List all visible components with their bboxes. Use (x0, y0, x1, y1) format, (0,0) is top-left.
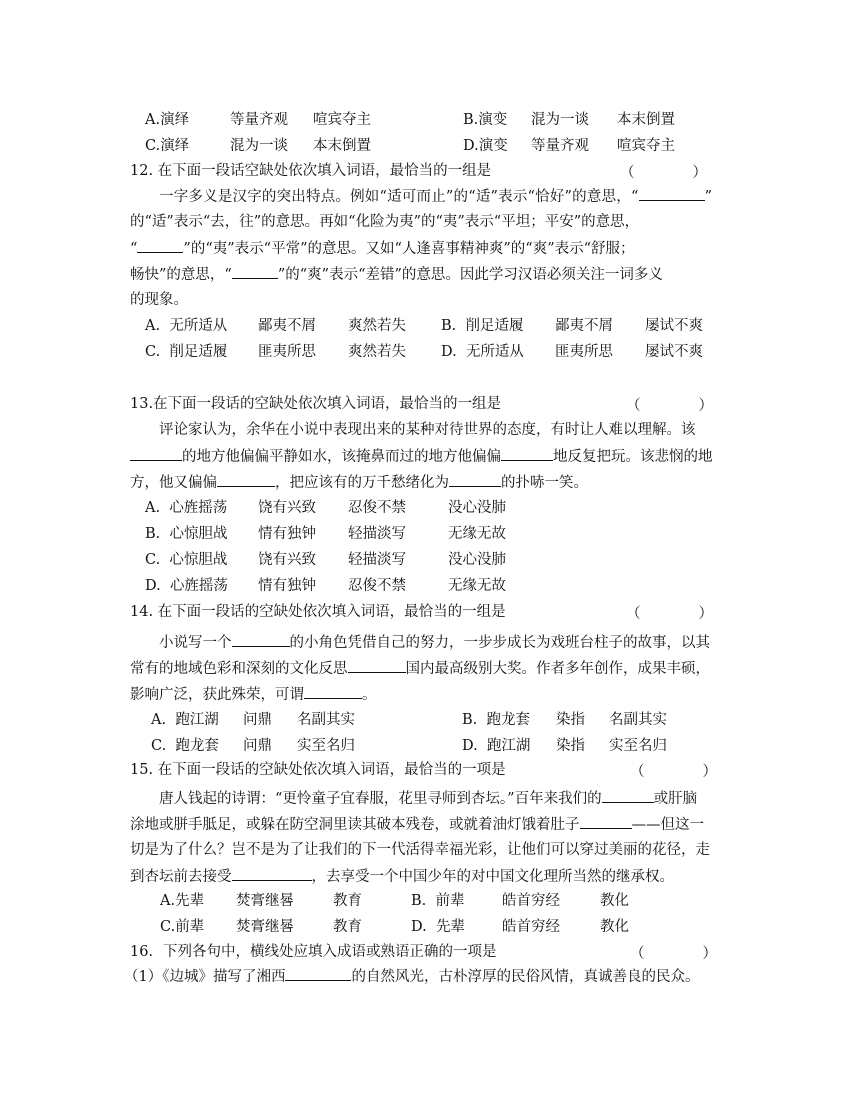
q11-option-d-3: 喧宾夺主 (617, 138, 675, 154)
q15-answer-paren: （ ） (630, 764, 717, 780)
q11-option-a: A.演绎 (145, 112, 190, 128)
q12-blank-1[interactable] (639, 186, 705, 201)
q15-blank-2[interactable] (580, 814, 632, 829)
q12-blank-2[interactable] (137, 238, 183, 253)
q13-passage-line-1: 评论家认为，余华在小说中表现出来的某种对待世界的态度，有时让人难以理解。该 (159, 422, 696, 438)
q15-option-d-2: 皓首穷经 (502, 919, 560, 935)
q15-option-b: B. 前辈 (411, 893, 465, 909)
q11-option-c: C.演绎 (145, 138, 190, 154)
q14-option-d: D. 跑江湖 (462, 738, 531, 754)
q12-stem: 12. 在下面一段话空缺处依次填入词语，最恰当的一组是 (130, 163, 492, 179)
q14-passage-line-1: 小说写一个 的小角色凭借自己的努力，一步步成长为戏班台柱子的故事，以其 (159, 632, 710, 653)
q11-option-a-2: 等量齐观 (230, 112, 288, 128)
q13-blank-4[interactable] (449, 472, 501, 487)
q15-passage-line-3: 切是为了什么？岂不是为了让我们的下一代活得幸福光彩，让他们可以穿过美丽的花径，走 (130, 842, 710, 858)
q13-option-b: B. 心惊胆战 (145, 526, 228, 542)
q13-option-c-4: 没心没肺 (448, 552, 506, 568)
q13-answer-paren: （ ） (626, 398, 713, 414)
q11-option-a-3: 喧宾夺主 (313, 112, 371, 128)
q12-option-b-2: 鄙夷不屑 (555, 318, 613, 334)
q11-option-c-2: 混为一谈 (230, 138, 288, 154)
q12-option-b: B. 削足适履 (441, 318, 524, 334)
q12-blank-3[interactable] (232, 264, 278, 279)
q15-option-a: A.先辈 (160, 893, 205, 909)
q12-passage-line-2: 的“适”表示“去，往”的意思。再如“化险为夷”的“夷”表示“平坦；平安”的意思， (130, 214, 640, 230)
q11-option-c-3: 本末倒置 (313, 138, 371, 154)
q13-option-b-2: 情有独钟 (258, 526, 316, 542)
q12-option-a-2: 鄙夷不屑 (258, 318, 316, 334)
q14-option-d-3: 实至名归 (609, 738, 667, 754)
q14-passage-line-2: 常有的地域色彩和深刻的文化反思 国内最高级别大奖。作者多年创作，成果丰硕， (130, 658, 710, 679)
q15-option-c-2: 焚膏继晷 (236, 919, 294, 935)
q15-passage-line-2: 涂地或胼手胝足，或躲在防空洞里读其破本残卷，或就着油灯饿着肚子 ——但这一 (130, 814, 704, 835)
q14-option-a-3: 名副其实 (297, 712, 355, 728)
q12-option-d-2: 匪夷所思 (555, 344, 613, 360)
q11-option-b: B.演变 (463, 112, 508, 128)
q13-blank-3[interactable] (217, 472, 275, 487)
q13-stem: 13.在下面一段话的空缺处依次填入词语，最恰当的一组是 (130, 396, 502, 412)
q11-option-b-2: 混为一谈 (531, 112, 589, 128)
q14-option-a: A. 跑江湖 (151, 712, 219, 728)
q13-option-a-2: 饶有兴致 (258, 500, 316, 516)
q14-option-c-3: 实至名归 (297, 738, 355, 754)
q13-option-c-3: 轻描淡写 (348, 552, 406, 568)
q15-option-b-2: 皓首穷经 (502, 893, 560, 909)
q13-option-c: C. 心惊胆战 (145, 552, 228, 568)
q15-stem: 15. 在下面一段话的空缺处依次填入词语，最恰当的一项是 (130, 762, 506, 778)
q15-passage-line-4: 到杏坛前去接受 ，去享受一个中国少年的对中国文化理所当然的继承权。 (130, 866, 674, 887)
q12-option-c-3: 爽然若失 (348, 344, 406, 360)
q15-option-a-3: 教育 (333, 893, 362, 909)
q14-option-d-2: 染指 (556, 738, 585, 754)
q12-option-b-3: 屡试不爽 (645, 318, 703, 334)
q14-option-a-2: 问鼎 (243, 712, 272, 728)
q12-option-a-3: 爽然若失 (348, 318, 406, 334)
q14-passage-line-3: 影响广泛，获此殊荣，可谓 。 (130, 684, 377, 705)
q12-option-c-2: 匪夷所思 (258, 344, 316, 360)
q14-option-b-3: 名副其实 (609, 712, 667, 728)
q15-option-c-3: 教育 (333, 919, 362, 935)
q12-passage-line-1: 一字多义是汉字的突出特点。例如“适可而止”的“适”表示“恰好”的意思，“ ” (159, 186, 712, 207)
q16-answer-paren: （ ） (630, 946, 717, 962)
q13-option-b-4: 无缘无故 (448, 526, 506, 542)
q13-option-d: D. 心旌摇荡 (145, 578, 228, 594)
q14-answer-paren: （ ） (626, 606, 713, 622)
q15-option-d-3: 教化 (600, 919, 629, 935)
q14-blank-2[interactable] (348, 658, 406, 673)
q13-option-a-4: 没心没肺 (448, 500, 506, 516)
q13-option-d-2: 情有独钟 (258, 578, 316, 594)
q12-option-c: C. 削足适履 (145, 344, 228, 360)
q13-option-a: A. 心旌摇荡 (145, 500, 228, 516)
q11-option-d-2: 等量齐观 (531, 138, 589, 154)
q13-passage-line-2: 的地方他偏偏平静如水，该掩鼻而过的地方他偏偏 地反复把玩。该悲悯的地 (130, 446, 713, 467)
q14-option-c-2: 问鼎 (243, 738, 272, 754)
q12-answer-paren: （ ） (620, 165, 707, 181)
q13-option-a-3: 忍俊不禁 (348, 500, 406, 516)
q12-option-d: D. 无所适从 (441, 344, 524, 360)
q12-passage-line-3: “ ”的“夷”表示“平常”的意思。又如“人逢喜事精神爽”的“爽”表示“舒服； (130, 238, 635, 259)
q14-blank-1[interactable] (232, 632, 290, 647)
q14-stem: 14. 在下面一段话的空缺处依次填入词语，最恰当的一组是 (130, 604, 506, 620)
q15-passage-line-1: 唐人钱起的诗谓：“更怜童子宜春服，花里寻师到杏坛。”百年来我们的 或肝脑 (159, 788, 697, 809)
q12-passage-line-4: 畅快”的意思，“ ”的“爽”表示“差错”的意思。因此学习汉语必须关注一词多义 (130, 264, 663, 285)
q11-option-d: D.演变 (463, 138, 508, 154)
q13-option-b-3: 轻描淡写 (348, 526, 406, 542)
q12-option-d-3: 屡试不爽 (645, 344, 703, 360)
q12-passage-line-5: 的现象。 (130, 292, 188, 308)
q15-blank-1[interactable] (602, 788, 654, 803)
q16-sentence-1: （1）《边城》描写了湘西 的自然风光，古朴淳厚的民俗风情，真诚善良的民众。 (124, 966, 699, 987)
q16-blank-1[interactable] (285, 966, 351, 981)
q11-option-b-3: 本末倒置 (617, 112, 675, 128)
q15-option-d: D. 先辈 (411, 919, 465, 935)
q13-blank-1[interactable] (130, 446, 182, 461)
q15-option-b-3: 教化 (600, 893, 629, 909)
q15-option-c: C.前辈 (160, 919, 205, 935)
q15-option-a-2: 焚膏继晷 (236, 893, 294, 909)
q14-option-c: C. 跑龙套 (151, 738, 219, 754)
q13-option-d-3: 忍俊不禁 (348, 578, 406, 594)
q14-option-b: B. 跑龙套 (462, 712, 530, 728)
q16-stem: 16．下列各句中，横线处应填入成语或熟语正确的一项是 (130, 944, 497, 960)
q12-option-a: A. 无所适从 (145, 318, 228, 334)
q14-option-b-2: 染指 (556, 712, 585, 728)
q14-blank-3[interactable] (304, 684, 362, 699)
q13-blank-2[interactable] (501, 446, 553, 461)
q13-option-d-4: 无缘无故 (448, 578, 506, 594)
q13-option-c-2: 饶有兴致 (258, 552, 316, 568)
q15-blank-3[interactable] (232, 866, 312, 881)
q13-passage-line-3: 方，他又偏偏 ，把应该有的万千愁绪化为 的扑哧一笑。 (130, 472, 588, 493)
